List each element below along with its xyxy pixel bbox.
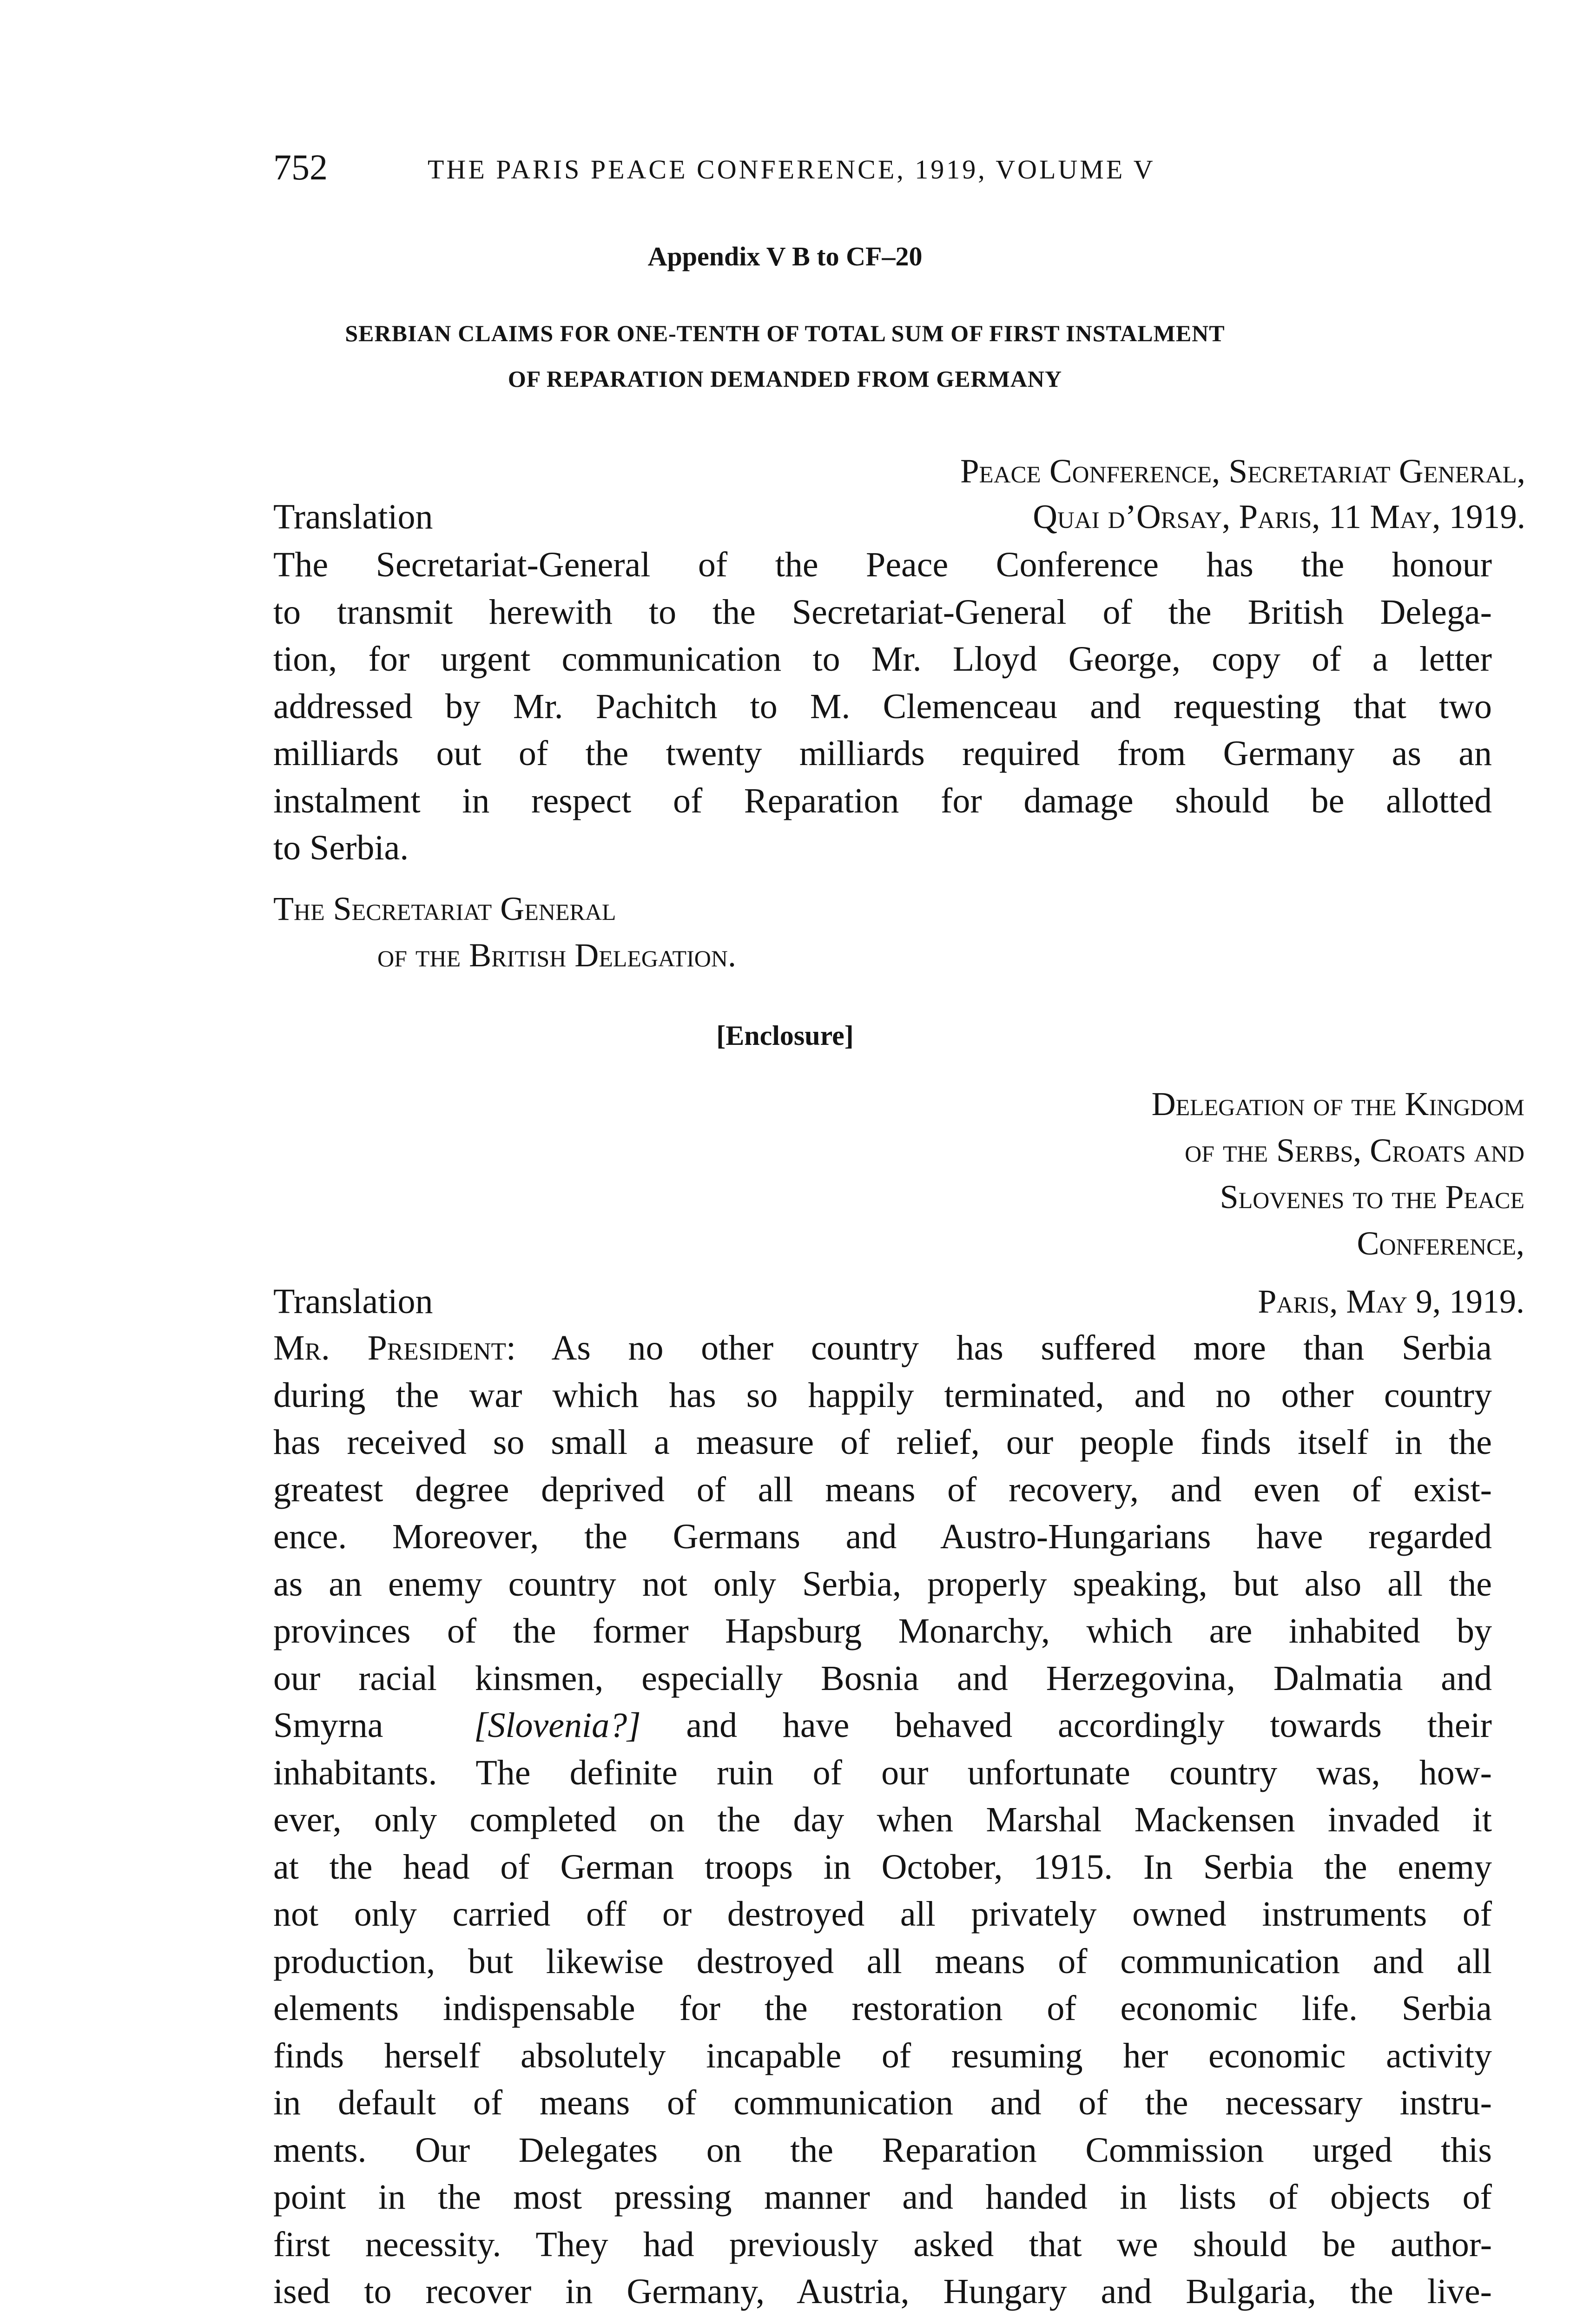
salutation: Mr. President: bbox=[273, 1328, 516, 1367]
paragraph-line-text: and have behaved accordingly towards their bbox=[640, 1706, 1492, 1745]
paragraph-line: ence. Moreover, the Germans and Austro-Hungarians have regarded bbox=[273, 1517, 1492, 1556]
paragraph-line: point in the most pressing manner and handed in lists of objects of bbox=[273, 2178, 1492, 2217]
sender-address-line1: Peace Conference, Secretariat General, bbox=[960, 452, 1525, 490]
paragraph-line: finds herself absolutely incapable of resuming her economic activity bbox=[273, 2036, 1492, 2075]
paragraph-line: tion, for urgent communication to Mr. Lloyd George, copy of a letter bbox=[273, 640, 1492, 679]
letter1-paragraph bbox=[273, 541, 1492, 872]
paragraph-line: to Serbia. bbox=[273, 828, 409, 867]
paragraph-line: first necessity. They had previously asked that we should be author- bbox=[273, 2225, 1492, 2264]
editorial-insert: [Slovenia?] bbox=[474, 1706, 641, 1745]
sender-address-line2: Quai d’Orsay, Paris, 11 May, 1919. bbox=[1033, 498, 1525, 535]
delegation-line1: Delegation of the Kingdom bbox=[1151, 1085, 1524, 1122]
paragraph-line: addressed by Mr. Pachitch to M. Clemenceau and requesting that two bbox=[273, 687, 1492, 726]
paragraph-line: production, but likewise destroyed all means of communication and all bbox=[273, 1941, 1492, 1981]
paragraph-line: ever, only completed on the day when Marshal Mackensen invaded it bbox=[273, 1800, 1492, 1839]
translation-label: Translation bbox=[273, 1282, 433, 1321]
paragraph-line bbox=[273, 1702, 1492, 1750]
paragraph-line bbox=[273, 1325, 1492, 1372]
paragraph-line: has received so small a measure of relief, our people finds itself in the bbox=[273, 1423, 1492, 1462]
subject-heading-line2: OF REPARATION DEMANDED FROM GERMANY bbox=[508, 366, 1062, 392]
signature-line1: The Secretariat General bbox=[273, 890, 616, 927]
paragraph-line: greatest degree deprived of all means of recovery, and even of exist- bbox=[273, 1470, 1492, 1509]
paragraph-line: inhabitants. The definite ruin of our unfortunate country was, how- bbox=[273, 1753, 1492, 1792]
paragraph-line: elements indispensable for the restoration of economic life. Serbia bbox=[273, 1989, 1492, 2028]
paragraph-line: as an enemy country not only Serbia, properly speaking, but also all the bbox=[273, 1564, 1492, 1604]
subject-heading-line1: SERBIAN CLAIMS FOR ONE-TENTH OF TOTAL SUM OF FIRST INSTALMENT bbox=[345, 320, 1225, 346]
paragraph-line: to transmit herewith to the Secretariat-General of the British Delega- bbox=[273, 592, 1492, 632]
paragraph-line: our racial kinsmen, especially Bosnia and Herzegovina, Dalmatia and bbox=[273, 1658, 1492, 1698]
appendix-heading: Appendix V B to CF–20 bbox=[647, 241, 923, 271]
running-title: THE PARIS PEACE CONFERENCE, 1919, VOLUME V bbox=[428, 154, 1155, 185]
paragraph-line: The Secretariat-General of the Peace Conference has the honour bbox=[273, 545, 1492, 584]
delegation-line3: Slovenes to the Peace bbox=[1220, 1178, 1524, 1215]
delegation-line2: of the Serbs, Croats and bbox=[1185, 1132, 1524, 1169]
paragraph-line: milliards out of the twenty milliards required from Germany as an bbox=[273, 734, 1492, 773]
paragraph-line: during the war which has so happily terminated, and no other country bbox=[273, 1375, 1492, 1415]
letter-date: Paris, May 9, 1919. bbox=[1258, 1283, 1524, 1320]
paragraph-line: instalment in respect of Reparation for damage should be allotted bbox=[273, 781, 1492, 820]
enclosure-label: [Enclosure] bbox=[716, 1020, 854, 1051]
signature-line2: of the British Delegation. bbox=[377, 937, 736, 974]
paragraph-line: not only carried off or destroyed all privately owned instruments of bbox=[273, 1895, 1492, 1934]
translation-label: Translation bbox=[273, 497, 433, 536]
delegation-line4: Conference, bbox=[1357, 1225, 1524, 1262]
paragraph-line: ised to recover in Germany, Austria, Hungary and Bulgaria, the live- bbox=[273, 2272, 1492, 2311]
paragraph-line: provinces of the former Hapsburg Monarchy, which are inhabited by bbox=[273, 1611, 1492, 1651]
page-number: 752 bbox=[273, 147, 328, 187]
paragraph-line: ments. Our Delegates on the Reparation Commission urged this bbox=[273, 2130, 1492, 2170]
paragraph-line: in default of means of communication and of the necessary instru- bbox=[273, 2083, 1492, 2122]
paragraph-line-text: As no other country has suffered more than Serbia bbox=[516, 1328, 1492, 1367]
paragraph-line: at the head of German troops in October, 1915. In Serbia the enemy bbox=[273, 1847, 1492, 1887]
letter2-paragraph bbox=[273, 1325, 1492, 2316]
paragraph-line-text: Smyrna bbox=[273, 1706, 383, 1745]
